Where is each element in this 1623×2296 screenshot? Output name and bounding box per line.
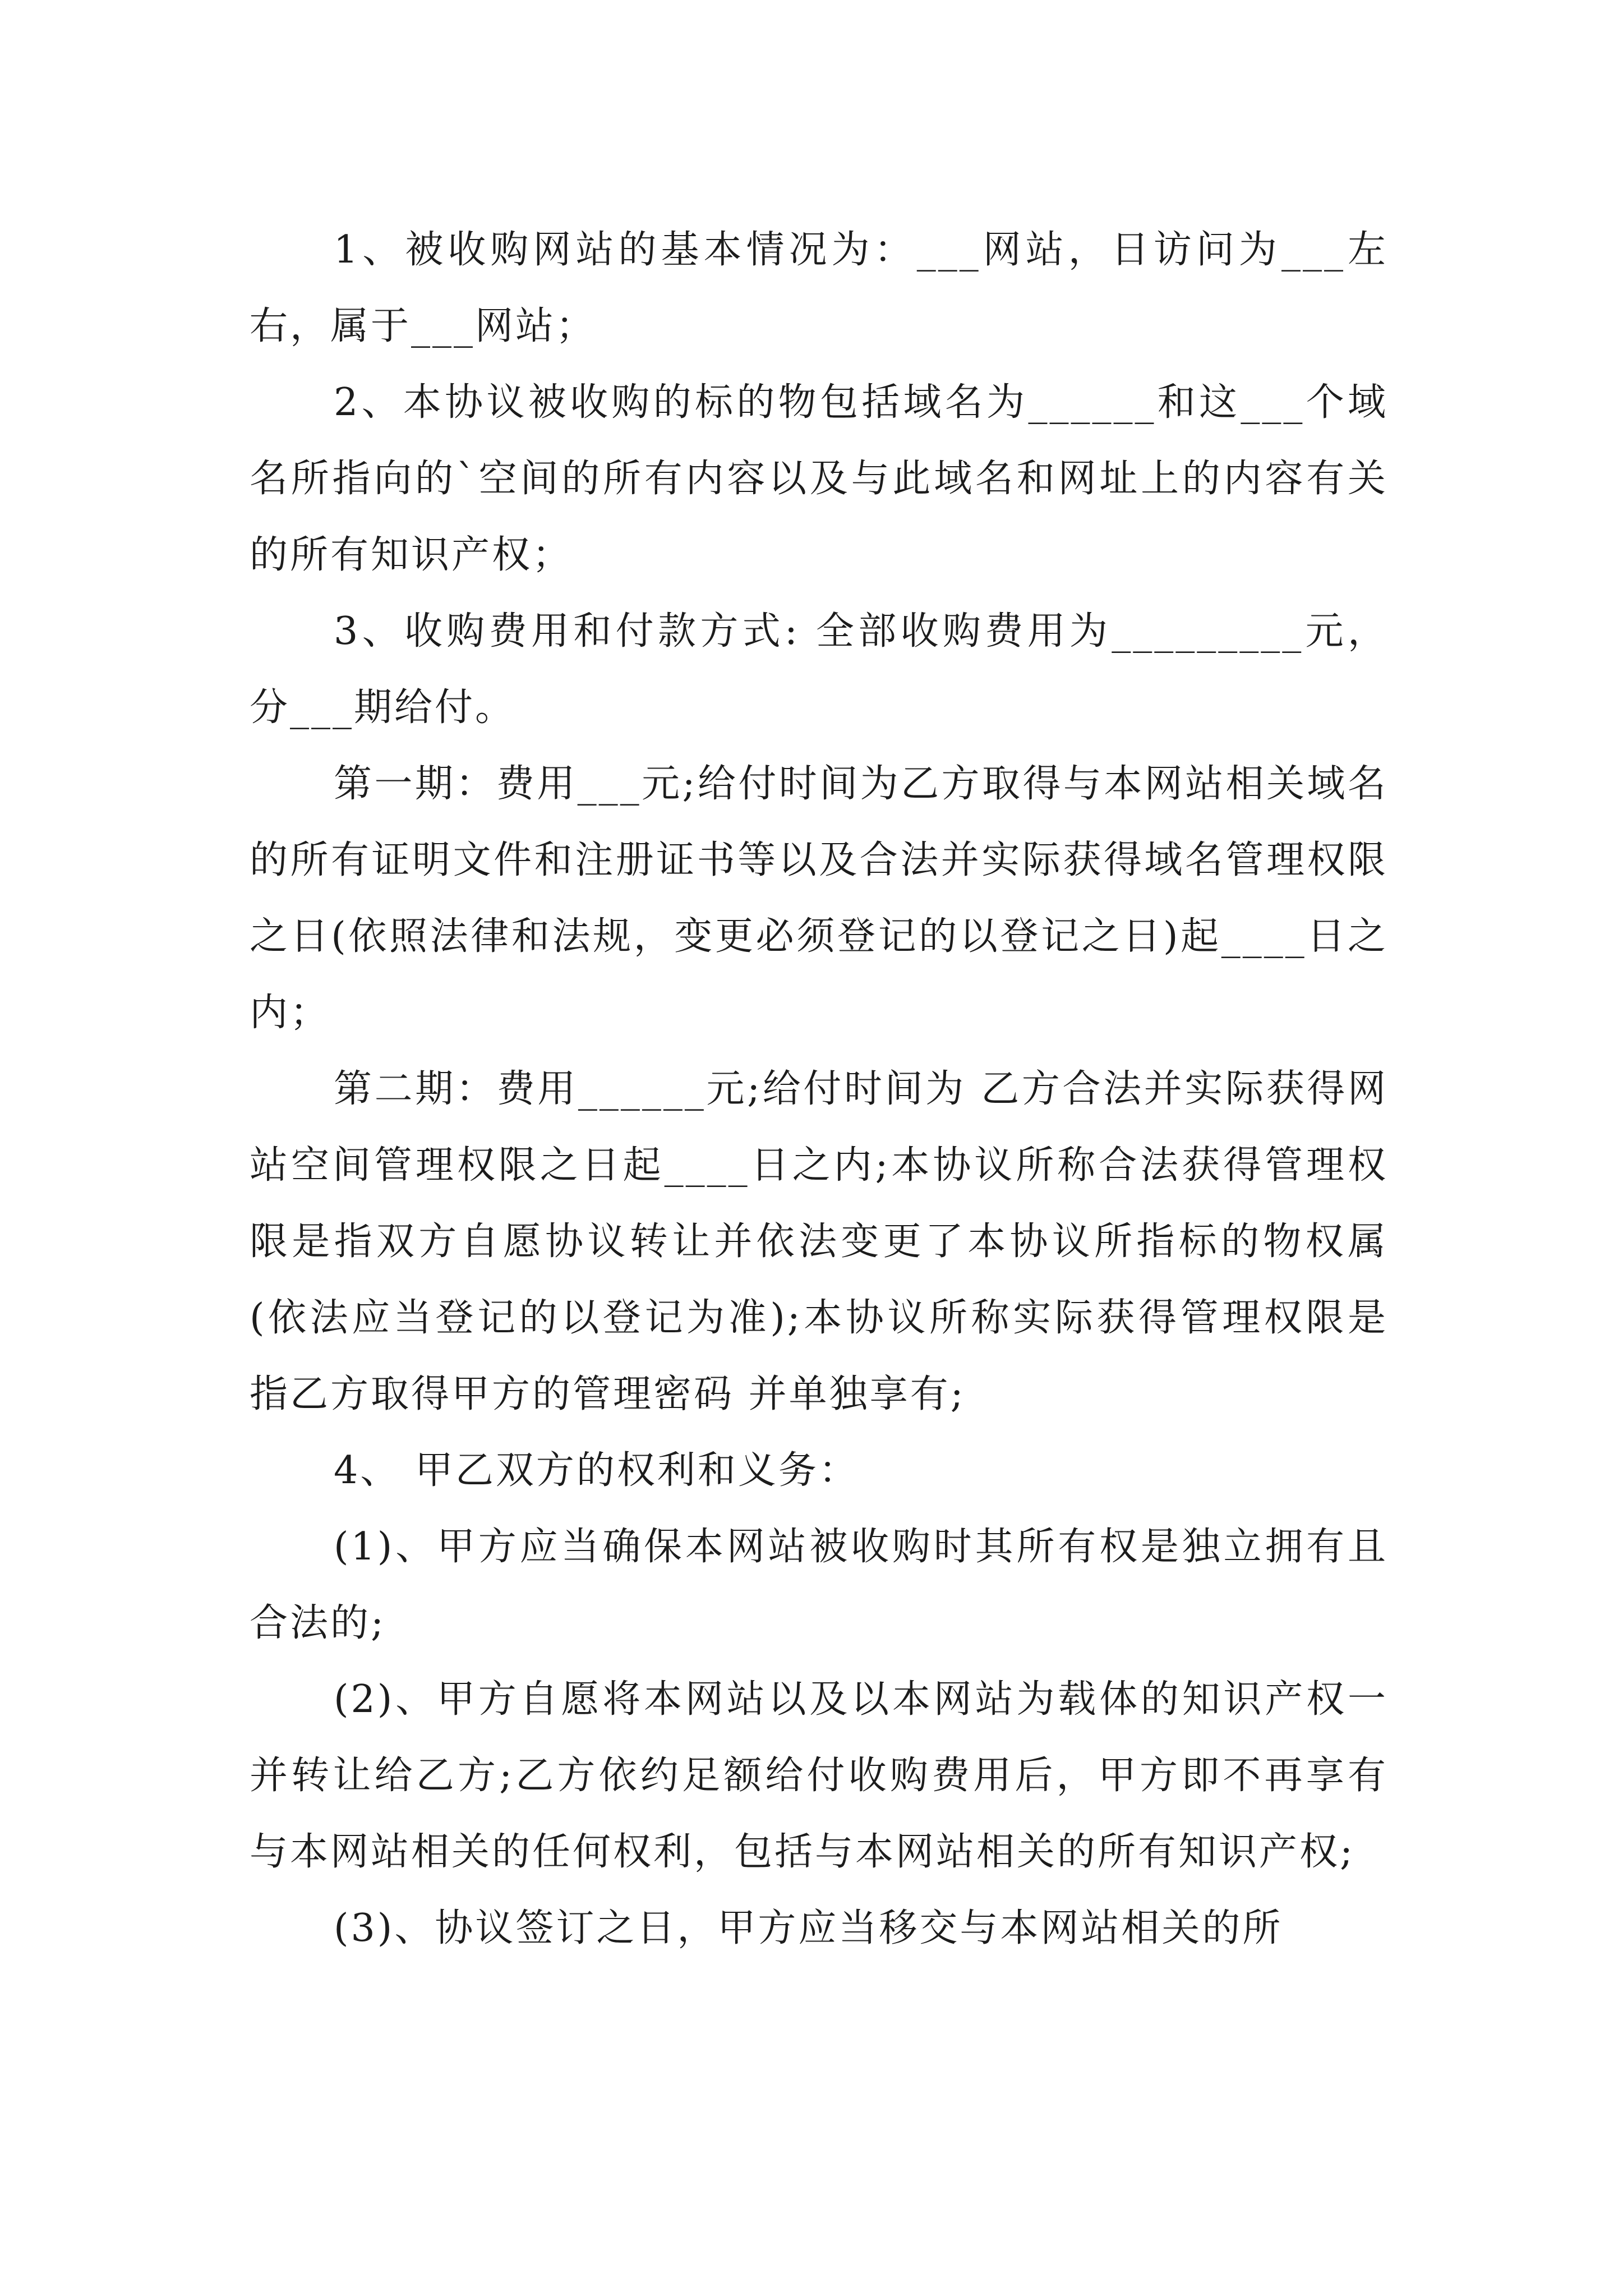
paragraph-second-installment: 第二期：费用______元;给付时间为 乙方合法并实际获得网站空间管理权限之日起____日之内;本协议所称合法获得管理权限是指双方自愿协议转让并依法变更了本协议所指标的物权属(依法应当登记的以登记为准);本协议所称实际获得管理权限是指乙方取得甲方的管理密码 并单独享有; — [250, 1067, 1388, 1416]
paragraph-clause-1: (1)、甲方应当确保本网站被收购时其所有权是独立拥有且合法的; — [250, 1525, 1388, 1645]
paragraph-payment-terms: 3、收购费用和付款方式: 全部收购费用为_________元，分___期给付。 — [250, 609, 1388, 730]
paragraph-clause-3: (3)、协议签订之日，甲方应当移交与本网站相关的所 — [334, 1906, 1283, 1950]
paragraph-first-installment: 第一期：费用___元;给付时间为乙方取得与本网站相关域名的所有证明文件和注册证书等以及合法并实际获得域名管理权限之日(依照法律和法规，变更必须登记的以登记之日)起____日之内； — [250, 762, 1388, 1035]
document-body — [250, 212, 1388, 1967]
paragraph-subject-matter: 2、本协议被收购的标的物包括域名为______和这___个域名所指向的`空间的所有内容以及与此域名和网址上的内容有关的所有知识产权； — [250, 380, 1388, 577]
paragraph-website-info: 1、被收购网站的基本情况为：___网站，日访问为___左右，属于___网站； — [250, 228, 1388, 348]
paragraph-rights-obligations-heading: 4、 甲乙双方的权利和义务： — [334, 1448, 859, 1493]
paragraph-clause-2: (2)、甲方自愿将本网站以及以本网站为载体的知识产权一并转让给乙方;乙方依约足额给付收购费用后，甲方即不再享有与本网站相关的任何权利，包括与本网站相关的所有知识产权; — [250, 1677, 1388, 1874]
